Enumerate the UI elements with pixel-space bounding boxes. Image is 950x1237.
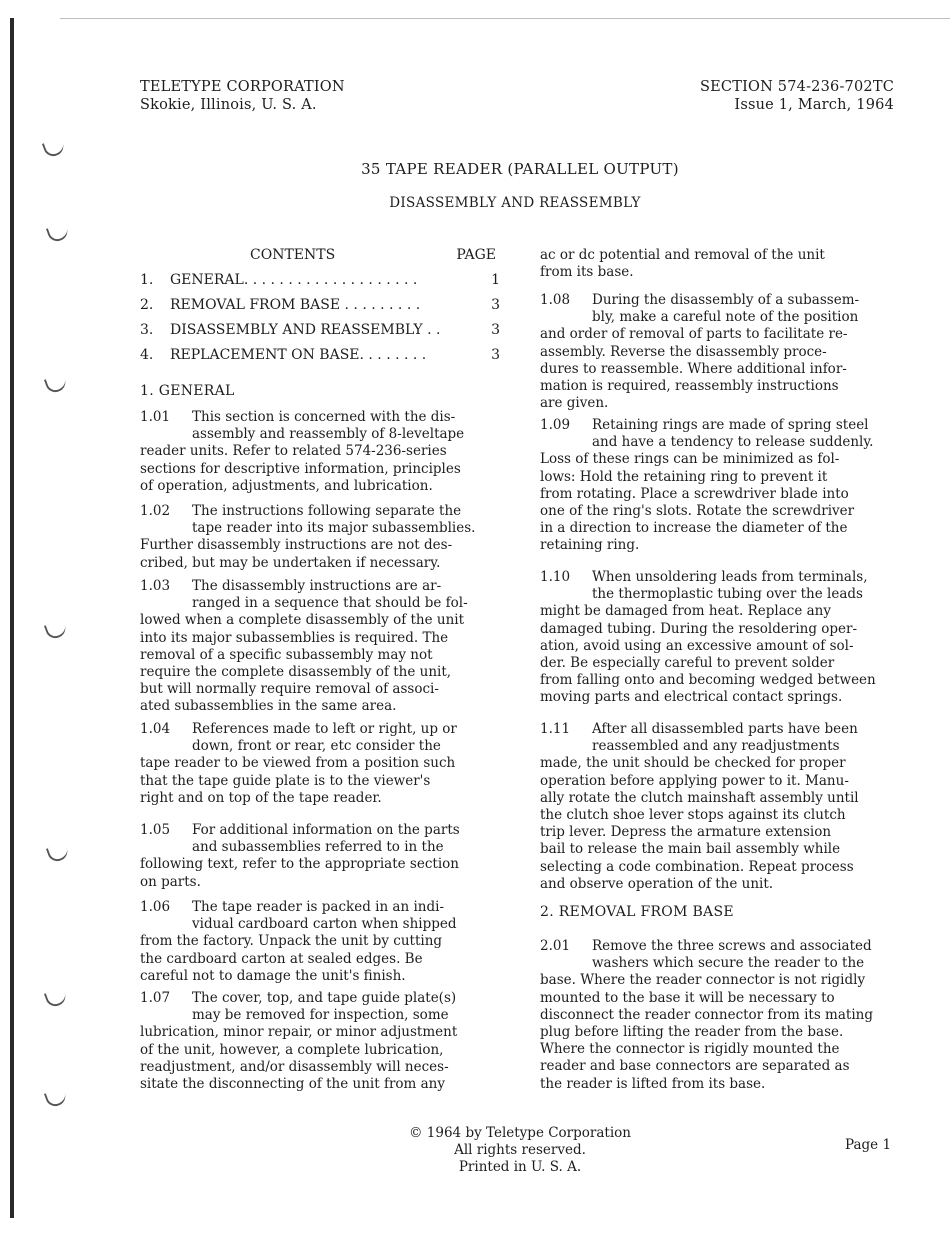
text-line: reader and base connectors are separated as [540,1058,850,1075]
text-line: require the complete disassembly of the unit, [140,664,452,681]
text-line: that the tape guide plate is to the viewer's [140,772,431,789]
paragraph-number: 1.06 [140,899,171,915]
text-line: the clutch shoe lever stops against its clutch [540,807,846,824]
text-line: the reader is lifted from its base. [540,1075,766,1092]
text-line [140,721,500,738]
paragraph-text: During the disassembly of a subassem- [592,292,860,308]
left-column [140,247,500,1127]
punch-hole-mark [46,222,70,244]
text-line: from the factory. Unpack the unit by cutting [140,933,443,950]
text-line: Loss of these rings can be minimized as fol- [540,451,840,468]
text-line: may be removed for inspection, some [192,1007,449,1024]
toc-row [140,322,500,342]
paragraph-1-09 [540,417,900,555]
issue-date: Issue 1, March, 1964 [734,97,894,113]
paragraph-number: 1.08 [540,292,571,308]
punch-hole-mark [44,619,68,641]
toc-row [140,297,500,317]
toc-row [140,347,500,367]
text-line: from falling onto and becoming wedged between [540,672,876,689]
text-line: from its base. [540,264,634,281]
section-heading-removal: 2. REMOVAL FROM BASE [540,904,734,920]
right-column [540,247,900,1127]
text-line: but will normally require removal of associ- [140,681,439,698]
text-line: ation, avoid using an excessive amount of sol- [540,637,854,654]
text-line: and order of removal of parts to facilitate re- [540,326,848,343]
paragraph-1-02 [140,503,500,572]
text-line [540,938,900,955]
printed-line: Printed in U. S. A. [458,1159,582,1175]
text-line: on parts. [140,873,201,890]
text-line: base. Where the reader connector is not rigidly [540,972,866,989]
text-line: Where the connector is rigidly mounted the [540,1041,840,1058]
punch-hole-mark [44,373,68,395]
paragraph-1-05 [140,822,500,891]
text-line: removal of a specific subassembly may not [140,646,433,663]
paragraph-number: 2.01 [540,938,571,954]
punch-hole-mark [44,1087,68,1109]
text-line: reader units. Refer to related 574-236-series [140,443,447,460]
text-line [140,503,500,520]
toc-page: 1 [491,272,500,288]
text-line: vidual cardboard carton when shipped [192,916,457,933]
text-line: Further disassembly instructions are not des- [140,537,453,554]
text-line: lowed when a complete disassembly of the unit [140,612,465,629]
paragraph-2-01-text [540,938,900,1093]
text-line [540,569,900,586]
text-line: disconnect the reader connector from its mating [540,1006,873,1023]
paragraph-1-11 [540,721,900,893]
text-line: sitate the disconnecting of the unit from any [140,1076,445,1093]
paragraph-number: 1.07 [140,990,171,1006]
text-line: retaining ring. [540,537,640,554]
text-line: ac or dc potential and removal of the unit [540,247,825,263]
text-line: der. Be especially careful to prevent solder [540,655,835,672]
paragraph-number: 1.04 [140,721,171,737]
company-name: TELETYPE CORPORATION [140,79,345,95]
paragraph-text: The instructions following separate the [192,503,462,519]
paragraph-text: After all disassembled parts have been [592,721,858,737]
company-location: Skokie, Illinois, U. S. A. [140,97,317,113]
paragraph-1-01 [140,409,500,495]
punch-hole-mark [44,987,68,1009]
text-line [140,578,500,595]
text-line: and have a tendency to release suddenly. [592,434,874,451]
text-line: of the unit, however, a complete lubrication, [140,1041,444,1058]
text-line: dures to reassemble. Where additional infor- [540,360,847,377]
text-line: and subassemblies referred to in the [192,839,444,856]
text-line: ally rotate the clutch mainshaft assembly until [540,789,859,806]
toc-title: GENERAL. . . . . . . . . . . . . . . . . . . . [170,272,418,288]
contents-page-heading: PAGE [456,247,496,263]
text-line: moving parts and electrical contact springs. [540,689,843,706]
paragraph-1-07 [140,990,500,1093]
text-line: right and on top of the tape reader. [140,789,382,806]
text-line: reassembled and any readjustments [592,738,840,755]
text-line: operation before applying power to it. Manu- [540,772,849,789]
text-line: the thermoplastic tubing over the leads [592,586,863,603]
paragraph-text: For additional information on the parts [192,822,460,838]
toc-number: 3. [140,322,154,338]
text-line [140,822,500,839]
paragraph-1-03 [140,578,500,716]
text-line: washers which secure the reader to the [592,955,865,972]
text-line: lubrication, minor repair, or minor adjustment [140,1024,458,1041]
text-line: mation is required, reassembly instructions [540,378,839,395]
text-line: following text, refer to the appropriate section [140,856,459,873]
document-title: 35 TAPE READER (PARALLEL OUTPUT) [361,160,679,178]
text-line: careful not to damage the unit's finish. [140,967,406,984]
paragraph-text: Retaining rings are made of spring steel [592,417,869,433]
text-line: made, the unit should be checked for proper [540,755,846,772]
continued-paragraph [540,247,900,281]
text-line: tape reader into its major subassemblies. [192,520,476,537]
toc-page: 3 [491,347,500,363]
paragraph-text: The disassembly instructions are ar- [192,578,442,594]
text-line: bail to release the main bail assembly while [540,841,841,858]
toc-title: DISASSEMBLY AND REASSEMBLY . . [170,322,441,338]
text-line: assembly and reassembly of 8-leveltape [192,426,465,443]
text-line: the cardboard carton at sealed edges. Be [140,950,423,967]
header-right [700,78,894,114]
paragraph-text: When unsoldering leads from terminals, [592,569,868,585]
copyright-line: © 1964 by Teletype Corporation [409,1125,631,1141]
text-line: plug before lifting the reader from the base. [540,1024,844,1041]
rights-line: All rights reserved. [454,1142,586,1158]
text-line: ated subassemblies in the same area. [140,698,397,715]
text-line: assembly. Reverse the disassembly proce- [540,343,827,360]
punch-hole-mark [46,842,70,864]
text-line: down, front or rear, etc consider the [192,738,441,755]
paragraph-number: 1.10 [540,569,571,585]
paragraph-text: References made to left or right, up or [192,721,457,737]
toc-row [140,272,500,292]
scan-top-line [60,18,950,19]
footer [0,1125,950,1176]
toc-title: REMOVAL FROM BASE . . . . . . . . . [170,297,421,313]
text-line: in a direction to increase the diameter of the [540,520,848,537]
toc-page: 3 [491,322,500,338]
text-line [140,409,500,426]
paragraph-text: The tape reader is packed in an indi- [192,899,445,915]
text-line: are given. [540,395,609,412]
page-number: Page 1 [845,1137,892,1153]
paragraph-number: 1.01 [140,409,171,425]
toc-number: 2. [140,297,154,313]
text-line: from rotating. Place a screwdriver blade into [540,485,849,502]
text-line: readjustment, and/or disassembly will neces- [140,1058,449,1075]
paragraph-1-06 [140,899,500,985]
text-line: mounted to the base it will be necessary to [540,989,835,1006]
text-line [140,899,500,916]
paragraph-text: The cover, top, and tape guide plate(s) [192,990,457,1006]
text-line: one of the ring's slots. Rotate the screwdriver [540,503,855,520]
text-line: might be damaged from heat. Replace any [540,603,831,620]
text-line: selecting a code combination. Repeat process [540,858,854,875]
text-line: lows: Hold the retaining ring to prevent it [540,468,828,485]
paragraph-number: 1.02 [140,503,171,519]
text-line: cribed, but may be undertaken if necessary. [140,554,441,571]
text-line [540,292,900,309]
section-number: SECTION 574-236-702TC [700,79,894,95]
document-subtitle: DISASSEMBLY AND REASSEMBLY [389,195,641,211]
paragraph-number: 1.09 [540,417,571,433]
paragraph-1-04 [140,721,500,807]
section-heading-general: 1. GENERAL [140,383,235,399]
paragraph-1-08 [540,292,900,412]
text-line: tape reader to be viewed from a position such [140,755,456,772]
punch-hole-mark [42,137,66,159]
text-line: ranged in a sequence that should be fol- [192,595,468,612]
header-left [140,78,345,114]
text-line [140,990,500,1007]
text-line: sections for descriptive information, principles [140,460,461,477]
text-line: trip lever. Depress the armature extension [540,824,832,841]
paragraph-text: This section is concerned with the dis- [192,409,456,425]
toc-page: 3 [491,297,500,313]
toc-number: 4. [140,347,154,363]
text-line [540,721,900,738]
paragraph-number: 1.11 [540,721,571,737]
paragraph-number: 1.05 [140,822,171,838]
toc-number: 1. [140,272,154,288]
paragraph-number: 1.03 [140,578,171,594]
text-line: into its major subassemblies is required. The [140,629,449,646]
contents-heading: CONTENTS [250,247,336,263]
text-line: damaged tubing. During the resoldering oper- [540,620,858,637]
paragraph-1-10 [540,569,900,707]
text-line: and observe operation of the unit. [540,875,774,892]
paragraph-text: Remove the three screws and associated [592,938,872,954]
text-line: of operation, adjustments, and lubrication. [140,477,433,494]
text-line [540,417,900,434]
text-line: bly, make a careful note of the position [592,309,859,326]
toc-title: REPLACEMENT ON BASE. . . . . . . . [170,347,427,363]
